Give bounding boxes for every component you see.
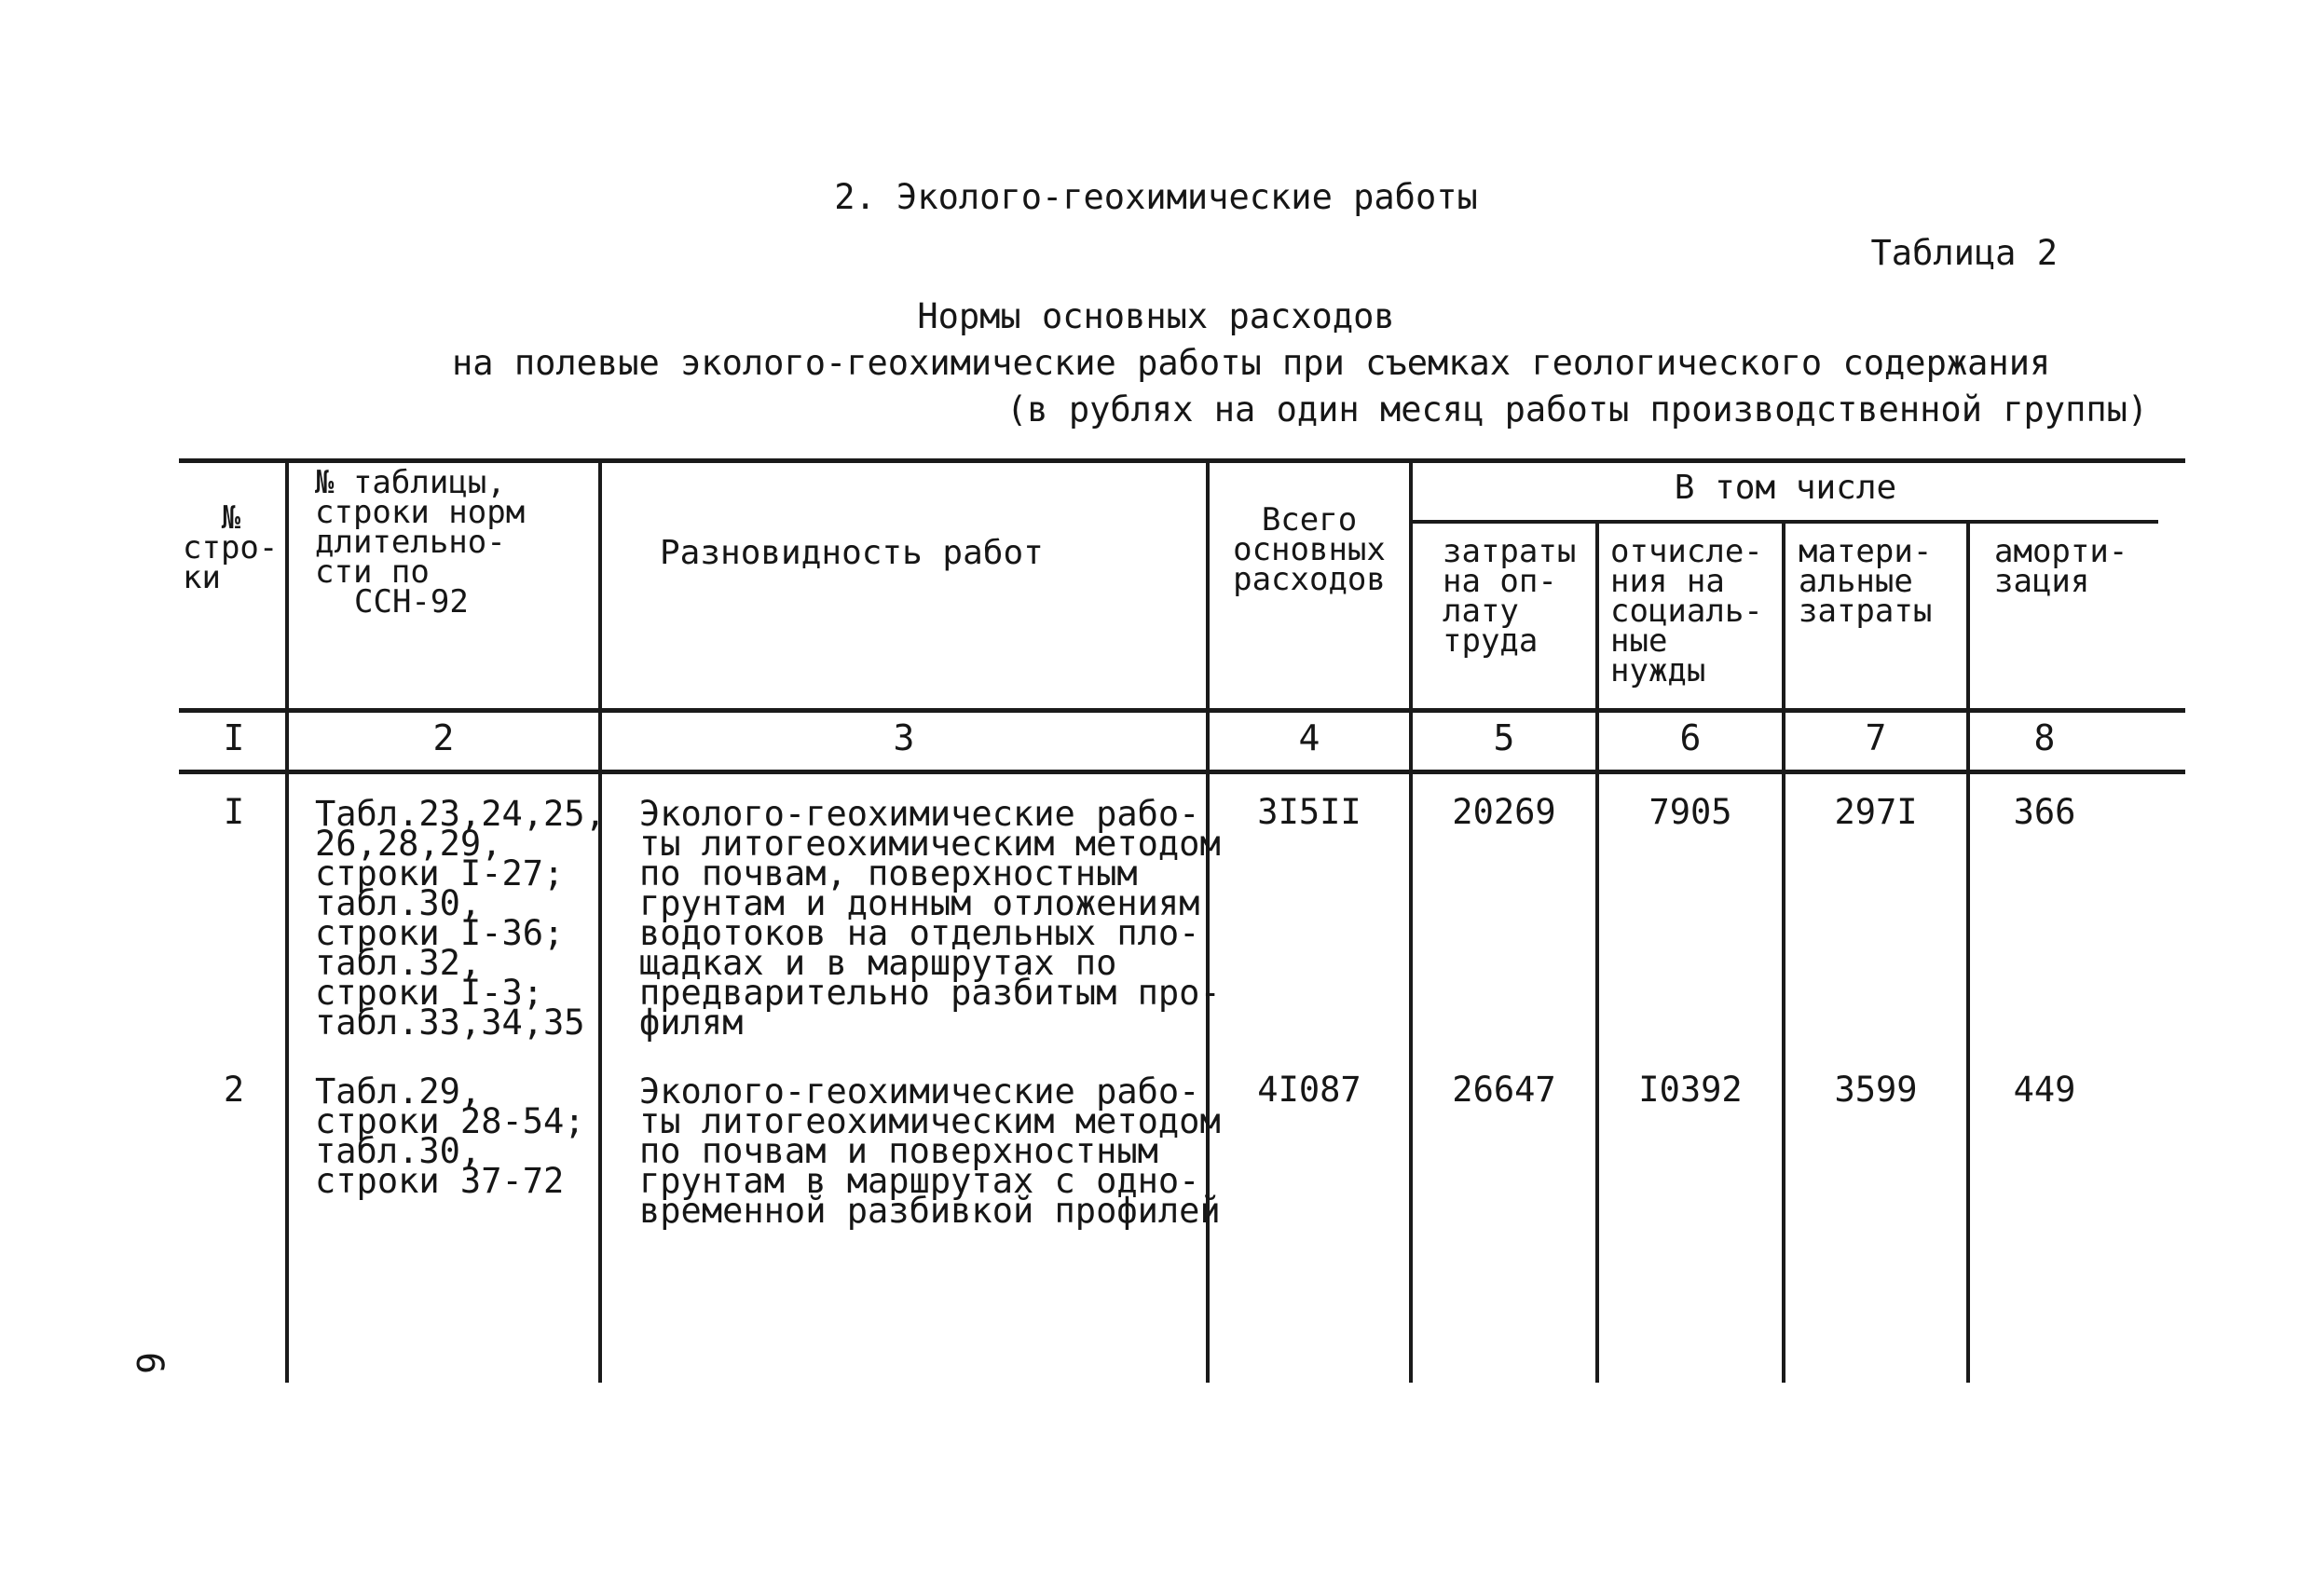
header-social-line: нужды [1610, 652, 1706, 689]
header-material-line: затраты [1799, 593, 1933, 630]
table-title-line1: Нормы основных расходов [917, 296, 1395, 336]
header-including: В том числе [1674, 469, 1897, 507]
header-norm-ref-line: ССН-92 [354, 583, 469, 621]
desc-line: по почвам и поверхностным [639, 1131, 1158, 1171]
colnum-bottom-rule [179, 770, 2185, 774]
col-divider-7 [1966, 522, 1970, 1383]
header-social-line: отчисле- [1610, 533, 1763, 570]
header-social-line: ния на [1610, 563, 1725, 600]
desc-line: ты литогеохимическим методом [639, 824, 1221, 864]
header-labor [1443, 533, 1577, 660]
desc-line: щадках и в маршрутах по [639, 943, 1117, 983]
header-labor-line: лату [1443, 593, 1519, 630]
colnum-6: 6 [1679, 717, 1702, 758]
table-top-border [179, 458, 2185, 463]
row-labor: 26647 [1452, 1070, 1556, 1110]
header-total-line: основных [1233, 531, 1386, 568]
header-labor-line: труда [1443, 622, 1539, 660]
header-norm-ref [315, 464, 526, 621]
header-material-line: матери- [1799, 533, 1933, 570]
row-description [639, 1071, 1221, 1231]
table-title-line2: на полевые эколого-геохимические работы при съемках геологического содержания [452, 343, 2051, 383]
ref-line: строки 28-54; [315, 1101, 585, 1141]
row-norm-ref [315, 1071, 585, 1201]
header-social-line: социаль- [1610, 593, 1763, 630]
header-no-sign: № [221, 499, 241, 537]
header-total-line: расходов [1233, 561, 1386, 598]
header-norm-ref-line: сти по [315, 553, 430, 591]
header-row-number-text [183, 499, 280, 596]
col-divider-1 [285, 460, 289, 1383]
header-total [1211, 501, 1407, 598]
ref-line: Табл.23,24,25, [315, 794, 606, 834]
header-social-line: ные [1610, 622, 1668, 660]
col-divider-6 [1782, 522, 1785, 1383]
ref-line: строки I-3; [315, 973, 544, 1013]
row-material: 3599 [1834, 1070, 1918, 1110]
row-total: 3I5II [1257, 792, 1361, 832]
header-social [1610, 533, 1763, 689]
header-norm-ref-line: длительно- [315, 524, 506, 561]
ref-line: 26,28,29, [315, 824, 502, 864]
ref-line: строки 37-72 [315, 1161, 565, 1201]
row-amortization: 366 [2013, 792, 2076, 832]
header-material [1799, 533, 1933, 630]
header-bottom-rule [179, 708, 2185, 713]
ref-line: табл.30, [315, 1131, 482, 1171]
row-number: I [223, 792, 245, 832]
ref-line: табл.33,34,35 [315, 1003, 585, 1043]
row-total: 4I087 [1257, 1070, 1361, 1110]
colnum-4: 4 [1298, 717, 1320, 758]
header-labor-line: затраты [1443, 533, 1577, 570]
header-labor-line: на оп- [1443, 563, 1557, 600]
colnum-7: 7 [1865, 717, 1887, 758]
ref-line: Табл.29, [315, 1071, 482, 1112]
desc-line: по почвам, поверхностным [639, 853, 1138, 893]
header-amortization-line: аморти- [1994, 533, 2128, 570]
section-title: 2. Эколого-геохимические работы [834, 177, 1478, 217]
group-header-rule [1413, 520, 2158, 524]
table-label: Таблица 2 [1870, 233, 2058, 273]
row-description [639, 794, 1221, 1043]
col-divider-4 [1409, 460, 1413, 1383]
row-labor: 20269 [1452, 792, 1556, 832]
desc-line: Эколого-геохимические рабо- [639, 794, 1200, 834]
desc-line: грунтам и донным отложениям [639, 883, 1200, 923]
page-number: 6 [128, 1351, 171, 1375]
header-row-label-1: стро- [183, 529, 279, 566]
header-row-label-2: ки [183, 559, 221, 596]
desc-line: ты литогеохимическим методом [639, 1101, 1221, 1141]
header-total-line: Всего [1261, 501, 1358, 539]
row-norm-ref [315, 794, 606, 1043]
colnum-5: 5 [1493, 717, 1515, 758]
desc-line: предварительно разбитым про- [639, 973, 1221, 1013]
desc-line: грунтам в маршрутах с одно- [639, 1161, 1200, 1201]
row-social: I0392 [1638, 1070, 1743, 1110]
ref-line: табл.32, [315, 943, 482, 983]
header-material-line: альные [1799, 563, 1913, 600]
row-amortization: 449 [2013, 1070, 2076, 1110]
row-number: 2 [223, 1070, 245, 1110]
colnum-8: 8 [2033, 717, 2056, 758]
row-material: 297I [1834, 792, 1918, 832]
colnum-2: 2 [432, 717, 455, 758]
row-social: 7905 [1648, 792, 1732, 832]
col-divider-5 [1595, 522, 1599, 1383]
ref-line: табл.30, [315, 883, 482, 923]
ref-line: строки I-27; [315, 853, 565, 893]
colnum-1: I [223, 717, 245, 758]
header-norm-ref-line: строки норм [315, 494, 526, 531]
header-amortization [1994, 533, 2128, 600]
desc-line: временной разбивкой профилей [639, 1191, 1221, 1231]
header-norm-ref-line: № таблицы, [315, 464, 506, 501]
desc-line: филям [639, 1003, 744, 1043]
table-title-line3: (в рублях на один месяц работы производственной группы) [1006, 389, 2149, 430]
header-amortization-line: зация [1994, 563, 2090, 600]
header-work-type: Разновидность работ [660, 534, 1044, 572]
desc-line: Эколого-геохимические рабо- [639, 1071, 1200, 1112]
ref-line: строки I-36; [315, 913, 565, 953]
colnum-3: 3 [893, 717, 915, 758]
desc-line: водотоков на отдельных пло- [639, 913, 1200, 953]
